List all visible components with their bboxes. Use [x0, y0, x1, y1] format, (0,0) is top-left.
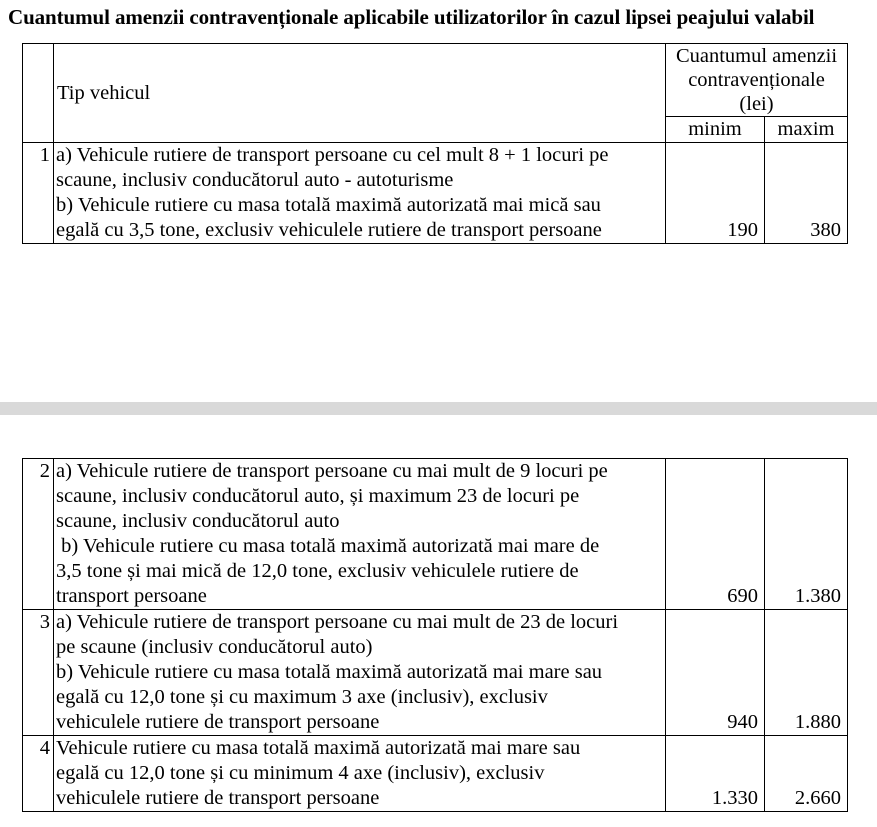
row-maxim: 1.880: [765, 610, 848, 736]
description-line: b) Vehicule rutiere cu masa totală maximă autorizată mai mare sau: [56, 661, 603, 683]
row-description: [54, 736, 666, 812]
description-line: egală cu 3,5 tone, exclusiv vehiculele rutiere de transport persoane: [56, 219, 602, 241]
row-maxim: 2.660: [765, 736, 848, 812]
table-row: [23, 736, 848, 812]
row-number: 4: [23, 736, 54, 812]
row-minim: 940: [666, 610, 765, 736]
row-minim: 1.330: [666, 736, 765, 812]
description-line: Vehicule rutiere cu masa totală maximă autorizată mai mare sau: [56, 737, 581, 759]
row-minim: 190: [666, 143, 765, 244]
description-line: scaune, inclusiv conducătorul auto - autoturisme: [56, 169, 454, 191]
description-line: egală cu 12,0 tone și cu maximum 3 axe (inclusiv), exclusiv: [56, 686, 548, 708]
row-maxim: 1.380: [765, 459, 848, 610]
table-row: [23, 610, 848, 736]
description-line: 3,5 tone și mai mică de 12,0 tone, exclusiv vehiculele rutiere de: [56, 560, 579, 582]
page-title: Cuantumul amenzii contravenționale aplicabile utilizatorilor în cazul lipsei peajului valabil: [8, 5, 815, 29]
header-minim: minim: [666, 117, 765, 143]
table-row: [23, 459, 848, 610]
header-amenda-line2: contravenționale: [688, 69, 825, 91]
row-minim: 690: [666, 459, 765, 610]
description-line: pe scaune (inclusiv conducătorul auto): [56, 636, 373, 658]
row-number: 3: [23, 610, 54, 736]
description-line: scaune, inclusiv conducătorul auto: [56, 510, 340, 532]
description-line: transport persoane: [56, 585, 207, 607]
description-line: scaune, inclusiv conducătorul auto, și maximum 23 de locuri pe: [56, 485, 580, 507]
description-line: a) Vehicule rutiere de transport persoane cu mai mult de 9 locuri pe: [56, 460, 608, 482]
header-row: [23, 44, 848, 117]
table-row: [23, 143, 848, 244]
row-description: [54, 610, 666, 736]
header-amenda-line3: (lei): [739, 93, 774, 115]
description-line: a) Vehicule rutiere de transport persoane cu mai mult de 23 de locuri: [56, 611, 619, 633]
description-line: a) Vehicule rutiere de transport persoane cu cel mult 8 + 1 locuri pe: [56, 144, 609, 166]
row-description: [54, 459, 666, 610]
row-number: 2: [23, 459, 54, 610]
row-maxim: 380: [765, 143, 848, 244]
header-num-cell: [23, 44, 54, 143]
header-amenda: [666, 44, 848, 117]
section-separator: [0, 402, 877, 415]
description-line: egală cu 12,0 tone și cu minimum 4 axe (inclusiv), exclusiv: [56, 762, 545, 784]
description-line: b) Vehicule rutiere cu masa totală maximă autorizată mai mică sau: [56, 194, 601, 216]
row-number: 1: [23, 143, 54, 244]
description-line: vehiculele rutiere de transport persoane: [56, 787, 380, 809]
header-maxim: maxim: [765, 117, 848, 143]
fines-table-bottom: [22, 458, 848, 812]
header-amenda-line1: Cuantumul amenzii: [675, 45, 838, 67]
description-line: vehiculele rutiere de transport persoane: [56, 711, 380, 733]
header-tip-vehicul: Tip vehicul: [54, 44, 666, 143]
description-line: b) Vehicule rutiere cu masa totală maximă autorizată mai mare de: [56, 535, 600, 557]
fines-table-top: [22, 43, 848, 244]
row-description: [54, 143, 666, 244]
